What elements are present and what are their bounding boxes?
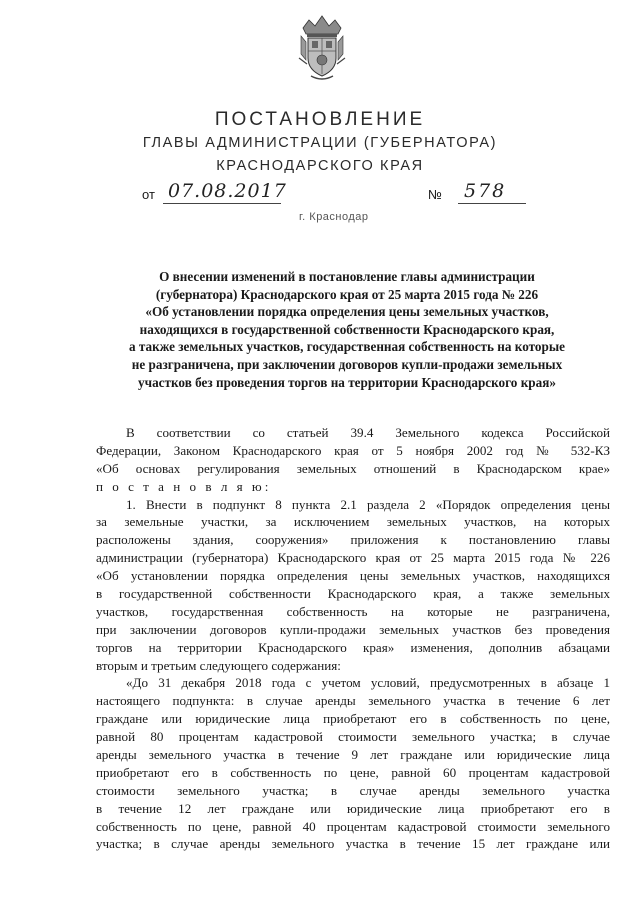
body-line: стоимости земельного участка; в случае аренды земельного участка (96, 782, 610, 798)
krasnodar-coat-of-arms-icon (297, 14, 347, 84)
body-line: участка; в случае аренды земельного участка в течение 15 лет граждане или (96, 836, 610, 852)
body-line: торгов на территории Краснодарского края» изменения, дополнив абзацами (96, 639, 610, 655)
body-line: приобретают его в собственность по цене, равной 60 процентам кадастровой (96, 764, 610, 780)
date-number-line (0, 180, 640, 207)
body-line: при заключении договоров купли-продажи земельных участков без проведения (96, 621, 610, 637)
body-line: 1. Внести в подпункт 8 пункта 2.1 раздела 2 «Порядок определения цены (126, 496, 610, 512)
body-line: Федерации, Законом Краснодарского края от 5 ноября 2002 год № 532-КЗ (96, 442, 610, 458)
body-line: за земельные участки, за исключением земельных участков, на которых (96, 514, 610, 530)
body-line: в государственной собственности Краснодарского края, а также земельных (96, 586, 610, 602)
heading-line: «Об установлении порядка определения цены земельных участков, (145, 304, 549, 320)
document-type-title: ПОСТАНОВЛЕНИЕ (214, 109, 426, 130)
number-prefix: № (428, 187, 442, 202)
heading-line: а также земельных участков, государственная собственность на которые (128, 339, 566, 355)
date-field (163, 180, 287, 204)
heading-line: участков без проведения торгов на территории Краснодарского края» (138, 374, 556, 390)
body-line: граждане или юридические лица приобретают его в собственность по цене, (96, 711, 610, 727)
heading-line: находящихся в государственной собственности Краснодарского края, (139, 321, 555, 337)
authority-line-1: ГЛАВЫ АДМИНИСТРАЦИИ (ГУБЕРНАТОРА) (142, 135, 498, 151)
body-line: собственность по цене, равной 40 процентам кадастровой стоимости земельного (96, 818, 610, 834)
body-line: администрации (губернатора) Краснодарского края от 25 марта 2015 года № 226 (96, 550, 610, 566)
date-prefix: от (142, 187, 155, 202)
document-body (96, 424, 610, 853)
resolution-word: п о с т а н о в л я ю: (96, 478, 272, 494)
body-line: вторым и третьим следующего содержания: (96, 657, 341, 673)
body-line: участков, государственная собственность на которые не разграничена, (96, 603, 610, 619)
body-line: «До 31 декабря 2018 года с учетом условий, предусмотренных в абзаце 1 (126, 675, 610, 691)
authority-line-2: КРАСНОДАРСКОГО КРАЯ (216, 158, 424, 174)
body-line: «Об установлении порядка определения цены земельных участков, находящихся (96, 568, 610, 584)
body-line: «Об основах регулирования земельных отношений в Краснодарском крае» (96, 460, 610, 476)
body-line: настоящего подпункта: в случае аренды земельного участка в течение 6 лет (96, 693, 610, 709)
number-field (458, 180, 526, 204)
document-heading (86, 268, 608, 391)
city-label: г. Краснодар (299, 211, 369, 223)
heading-line: О внесении изменений в постановление главы администрации (159, 269, 535, 284)
body-line: в течение 12 лет граждане или юридические лица приобретают его в (96, 800, 610, 816)
handwritten-number: 578 (464, 180, 507, 202)
heading-line: не разграничена, при заключении договоров купли-продажи земельных (131, 356, 563, 372)
handwritten-date: 07.08.2017 (168, 180, 287, 202)
body-line: расположены здания, сооружения» приложения к постановлению главы (96, 532, 610, 548)
body-line: аренды земельного участка в течение 9 лет граждане или юридические лица (96, 747, 610, 763)
body-line: В соответствии со статьей 39.4 Земельного кодекса Российской (126, 425, 610, 440)
body-line: равной 80 процентам кадастровой стоимости земельного участка; в случае (96, 729, 610, 745)
heading-line: (губернатора) Краснодарского края от 25 марта 2015 года № 226 (155, 286, 539, 302)
